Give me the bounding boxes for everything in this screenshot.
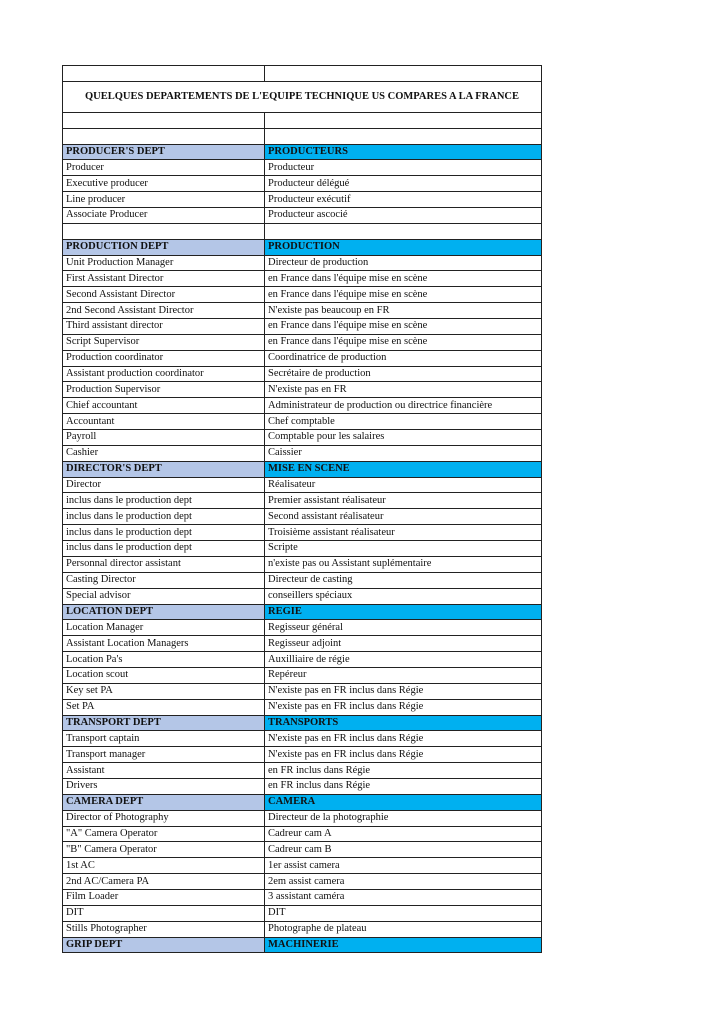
fr-role-cell: Second assistant réalisateur [265, 509, 542, 525]
fr-role-cell: n'existe pas ou Assistant suplémentaire [265, 556, 542, 572]
us-role-cell: 2nd AC/Camera PA [63, 874, 265, 890]
table-row [63, 905, 542, 921]
us-role-cell: Line producer [63, 192, 265, 208]
table-row [63, 699, 542, 715]
fr-role-cell: Réalisateur [265, 477, 542, 493]
table-row [63, 525, 542, 541]
fr-role-cell: Comptable pour les salaires [265, 430, 542, 446]
table-row [63, 303, 542, 319]
table-row [63, 588, 542, 604]
us-role-cell: Key set PA [63, 683, 265, 699]
table-row [63, 350, 542, 366]
table-row [63, 667, 542, 683]
table-row [63, 255, 542, 271]
department-header-row [63, 239, 542, 255]
page-title: QUELQUES DEPARTEMENTS DE L'EQUIPE TECHNIQUE US COMPARES A LA FRANCE [63, 81, 542, 112]
fr-role-cell: N'existe pas en FR inclus dans Régie [265, 683, 542, 699]
us-role-cell: Transport manager [63, 747, 265, 763]
us-role-cell: inclus dans le production dept [63, 541, 265, 557]
fr-role-cell: Directeur de production [265, 255, 542, 271]
fr-role-cell: Secrétaire de production [265, 366, 542, 382]
table-row [63, 620, 542, 636]
us-role-cell: 2nd Second Assistant Director [63, 303, 265, 319]
us-role-cell: Third assistant director [63, 319, 265, 335]
us-role-cell: Script Supervisor [63, 334, 265, 350]
us-role-cell: "A" Camera Operator [63, 826, 265, 842]
us-role-cell: Stills Photographer [63, 921, 265, 937]
us-role-cell: Associate Producer [63, 208, 265, 224]
table-row [63, 319, 542, 335]
us-role-cell: Personnal director assistant [63, 556, 265, 572]
us-role-cell: Director of Photography [63, 810, 265, 826]
us-role-cell: Location scout [63, 667, 265, 683]
table-row [63, 509, 542, 525]
table-row [63, 763, 542, 779]
table-row [63, 366, 542, 382]
fr-role-cell: Coordinatrice de production [265, 350, 542, 366]
us-department-name: CAMERA DEPT [63, 794, 265, 810]
fr-role-cell: Administrateur de production ou directrice financière [265, 398, 542, 414]
fr-role-cell: en France dans l'équipe mise en scène [265, 271, 542, 287]
fr-role-cell: Producteur exécutif [265, 192, 542, 208]
empty-row [63, 128, 542, 144]
us-role-cell: Payroll [63, 430, 265, 446]
us-role-cell: Drivers [63, 778, 265, 794]
us-department-name: PRODUCTION DEPT [63, 239, 265, 255]
table-row [63, 223, 542, 239]
fr-department-name: TRANSPORTS [265, 715, 542, 731]
fr-department-name: CAMERA [265, 794, 542, 810]
table-row [63, 556, 542, 572]
fr-role-cell: Premier assistant réalisateur [265, 493, 542, 509]
us-role-cell: DIT [63, 905, 265, 921]
table-row [63, 208, 542, 224]
department-header-row [63, 715, 542, 731]
fr-role-cell: en FR inclus dans Régie [265, 763, 542, 779]
fr-department-name: PRODUCTION [265, 239, 542, 255]
fr-role-cell: Producteur délégué [265, 176, 542, 192]
us-role-cell: Location Pa's [63, 652, 265, 668]
fr-role-cell: Chef comptable [265, 414, 542, 430]
table-row [63, 287, 542, 303]
us-role-cell: Accountant [63, 414, 265, 430]
table-row [63, 778, 542, 794]
table-row [63, 192, 542, 208]
us-role-cell: Production Supervisor [63, 382, 265, 398]
table-row [63, 842, 542, 858]
table-row [63, 810, 542, 826]
fr-role-cell [265, 223, 542, 239]
us-role-cell: Chief accountant [63, 398, 265, 414]
fr-role-cell: Troisième assistant réalisateur [265, 525, 542, 541]
us-role-cell: Production coordinator [63, 350, 265, 366]
us-role-cell: Casting Director [63, 572, 265, 588]
fr-role-cell: Directeur de casting [265, 572, 542, 588]
us-role-cell: inclus dans le production dept [63, 509, 265, 525]
us-role-cell: Assistant production coordinator [63, 366, 265, 382]
fr-department-name: REGIE [265, 604, 542, 620]
fr-role-cell: Regisseur adjoint [265, 636, 542, 652]
us-role-cell: Cashier [63, 445, 265, 461]
fr-role-cell: 2em assist camera [265, 874, 542, 890]
table-row [63, 541, 542, 557]
us-role-cell: Assistant Location Managers [63, 636, 265, 652]
us-role-cell: Unit Production Manager [63, 255, 265, 271]
table-row [63, 398, 542, 414]
fr-role-cell: Caissier [265, 445, 542, 461]
department-header-row [63, 461, 542, 477]
us-department-name: LOCATION DEPT [63, 604, 265, 620]
fr-role-cell: Cadreur cam A [265, 826, 542, 842]
department-header-row [63, 794, 542, 810]
table-row [63, 382, 542, 398]
table-row [63, 160, 542, 176]
fr-role-cell: N'existe pas en FR inclus dans Régie [265, 699, 542, 715]
us-role-cell: Film Loader [63, 889, 265, 905]
fr-role-cell: en France dans l'équipe mise en scène [265, 334, 542, 350]
us-role-cell: Location Manager [63, 620, 265, 636]
us-role-cell: Second Assistant Director [63, 287, 265, 303]
us-role-cell: Director [63, 477, 265, 493]
fr-role-cell: Producteur ascocié [265, 208, 542, 224]
fr-role-cell: en France dans l'équipe mise en scène [265, 319, 542, 335]
title-row [63, 81, 542, 112]
fr-role-cell: 1er assist camera [265, 858, 542, 874]
department-header-row [63, 604, 542, 620]
us-role-cell: Transport captain [63, 731, 265, 747]
us-role-cell: Assistant [63, 763, 265, 779]
table-row [63, 572, 542, 588]
us-role-cell: Executive producer [63, 176, 265, 192]
fr-role-cell: N'existe pas en FR [265, 382, 542, 398]
table-row [63, 683, 542, 699]
table-row [63, 445, 542, 461]
fr-role-cell: Producteur [265, 160, 542, 176]
us-role-cell: First Assistant Director [63, 271, 265, 287]
fr-department-name: MISE EN SCENE [265, 461, 542, 477]
fr-role-cell: Scripte [265, 541, 542, 557]
us-role-cell: Producer [63, 160, 265, 176]
fr-role-cell: N'existe pas beaucoup en FR [265, 303, 542, 319]
fr-role-cell: Repéreur [265, 667, 542, 683]
empty-row [63, 66, 542, 82]
fr-role-cell: DIT [265, 905, 542, 921]
fr-role-cell: Regisseur général [265, 620, 542, 636]
us-role-cell: Special advisor [63, 588, 265, 604]
us-department-name: GRIP DEPT [63, 937, 265, 953]
department-header-row [63, 144, 542, 160]
table-row [63, 414, 542, 430]
us-role-cell: "B" Camera Operator [63, 842, 265, 858]
table-row [63, 874, 542, 890]
fr-role-cell: Cadreur cam B [265, 842, 542, 858]
table-row [63, 271, 542, 287]
us-role-cell: 1st AC [63, 858, 265, 874]
table-row [63, 652, 542, 668]
empty-row [63, 112, 542, 128]
us-department-name: PRODUCER'S DEPT [63, 144, 265, 160]
table-row [63, 826, 542, 842]
fr-role-cell: Directeur de la photographie [265, 810, 542, 826]
table-row [63, 176, 542, 192]
fr-role-cell: Photographe de plateau [265, 921, 542, 937]
fr-role-cell: en FR inclus dans Régie [265, 778, 542, 794]
fr-role-cell: Auxilliaire de régie [265, 652, 542, 668]
fr-role-cell: N'existe pas en FR inclus dans Régie [265, 747, 542, 763]
table-row [63, 493, 542, 509]
table-row [63, 334, 542, 350]
us-department-name: DIRECTOR'S DEPT [63, 461, 265, 477]
table-row [63, 858, 542, 874]
fr-role-cell: 3 assistant caméra [265, 889, 542, 905]
fr-role-cell: conseillers spéciaux [265, 588, 542, 604]
us-department-name: TRANSPORT DEPT [63, 715, 265, 731]
us-role-cell [63, 223, 265, 239]
department-header-row [63, 937, 542, 953]
table-row [63, 430, 542, 446]
us-role-cell: inclus dans le production dept [63, 493, 265, 509]
us-role-cell: inclus dans le production dept [63, 525, 265, 541]
table-row [63, 636, 542, 652]
fr-role-cell: N'existe pas en FR inclus dans Régie [265, 731, 542, 747]
fr-role-cell: en France dans l'équipe mise en scène [265, 287, 542, 303]
table-row [63, 889, 542, 905]
fr-department-name: MACHINERIE [265, 937, 542, 953]
table-row [63, 731, 542, 747]
table-row [63, 921, 542, 937]
fr-department-name: PRODUCTEURS [265, 144, 542, 160]
us-role-cell: Set PA [63, 699, 265, 715]
table-row [63, 747, 542, 763]
table-row [63, 477, 542, 493]
departments-table [62, 65, 542, 953]
